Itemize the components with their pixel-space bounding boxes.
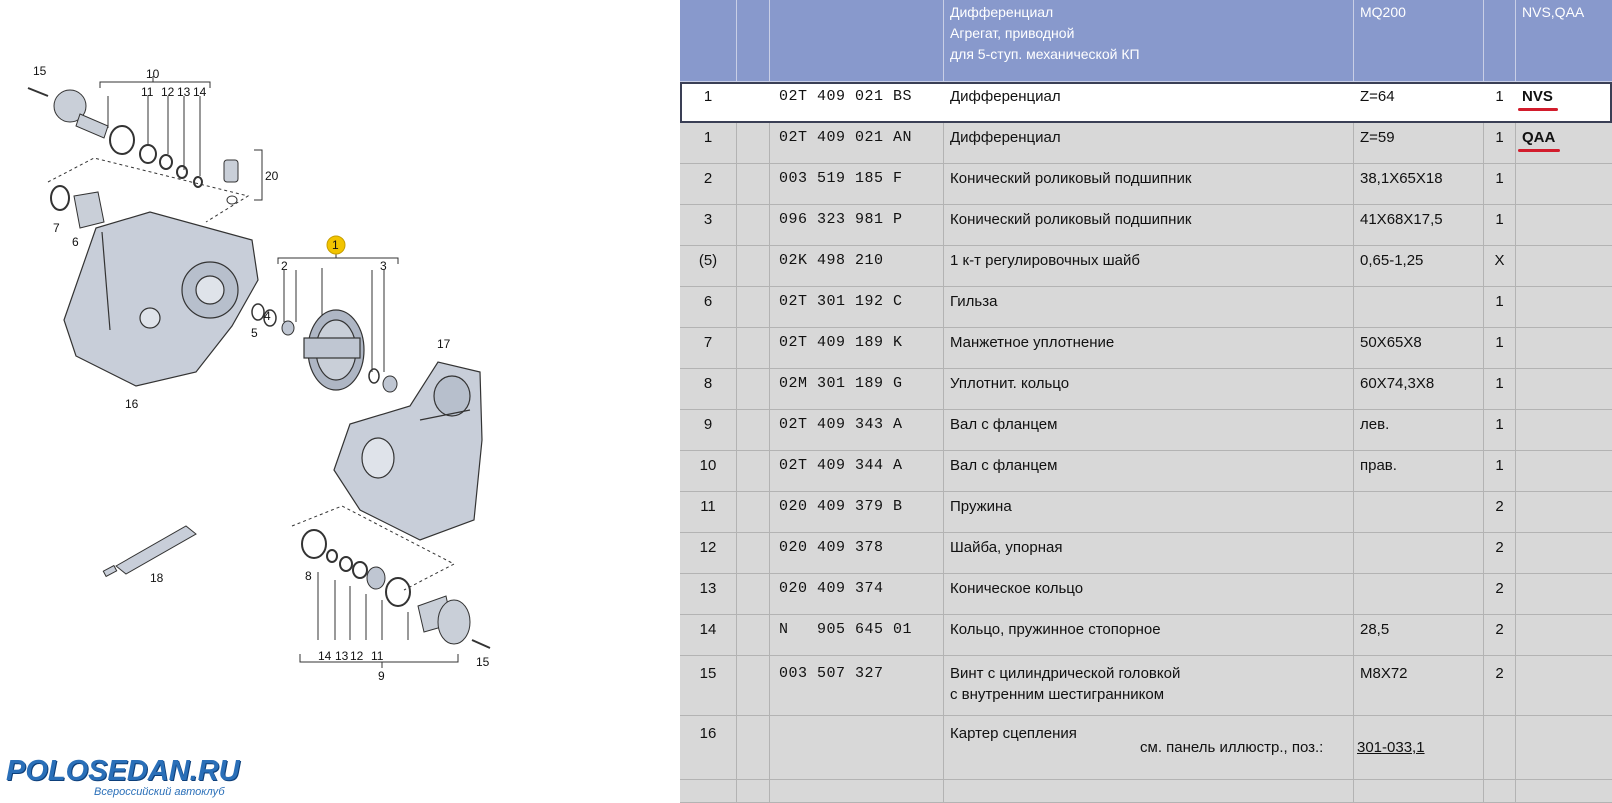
- callout-label: 8: [305, 569, 312, 583]
- code-cell: [1516, 656, 1612, 716]
- blank-cell: [737, 656, 770, 716]
- pos-cell: 8: [680, 369, 737, 410]
- code-cell: [1516, 369, 1612, 410]
- qty-cell: 1: [1484, 123, 1516, 164]
- code-cell: [1516, 574, 1612, 615]
- callout-label: 14: [193, 85, 207, 99]
- table-row[interactable]: [680, 656, 1612, 716]
- name-cell: Вал с фланцем: [944, 410, 1354, 451]
- pos-cell: 13: [680, 574, 737, 615]
- qty-cell: 1: [1484, 205, 1516, 246]
- note-cell: 41X68X17,5: [1354, 205, 1484, 246]
- name-cell: [944, 780, 1354, 803]
- blank-cell: [737, 574, 770, 615]
- table-row[interactable]: [680, 287, 1612, 328]
- pos-cell: 14: [680, 615, 737, 656]
- part-number-cell: 02T 409 189 K: [770, 328, 944, 369]
- sensor-20: [224, 160, 238, 204]
- bracket-20: [254, 150, 262, 200]
- code-underlined: QAA: [1522, 129, 1556, 146]
- part-number-cell: 02T 409 021 BS: [770, 82, 944, 123]
- part-number-cell: 02T 409 343 A: [770, 410, 944, 451]
- table-row[interactable]: [680, 123, 1612, 164]
- pos-cell: (5): [680, 246, 737, 287]
- pos-cell: 15: [680, 656, 737, 716]
- note-cell: Z=64: [1354, 82, 1484, 123]
- blank-cell: [737, 410, 770, 451]
- table-row[interactable]: [680, 164, 1612, 205]
- pos-cell: 7: [680, 328, 737, 369]
- pos-cell: 16: [680, 716, 737, 780]
- header-model: MQ200: [1354, 0, 1484, 82]
- part-number-cell: [770, 780, 944, 803]
- note-cell: [1354, 533, 1484, 574]
- qty-cell: 2: [1484, 656, 1516, 716]
- table-row[interactable]: [680, 451, 1612, 492]
- qty-cell: 2: [1484, 492, 1516, 533]
- blank-cell: [737, 205, 770, 246]
- callout-label: 2: [281, 259, 288, 273]
- callout-label: 9: [378, 669, 385, 683]
- pos-cell: [680, 780, 737, 803]
- callout-label: 11: [141, 85, 154, 99]
- table-row[interactable]: [680, 615, 1612, 656]
- qty-cell: 1: [1484, 451, 1516, 492]
- pos-cell: 2: [680, 164, 737, 205]
- part-number-cell: 020 409 379 B: [770, 492, 944, 533]
- code-cell: [1516, 533, 1612, 574]
- note-cell: лев.: [1354, 410, 1484, 451]
- callout-label: 6: [72, 235, 79, 249]
- diagram-drawing: [0, 0, 680, 803]
- qty-cell: [1484, 780, 1516, 803]
- flange-shaft-10: [54, 90, 108, 138]
- qty-cell: 2: [1484, 533, 1516, 574]
- qty-cell: 1: [1484, 410, 1516, 451]
- qty-cell: 1: [1484, 82, 1516, 123]
- name-cell: Коническое кольцо: [944, 574, 1354, 615]
- blank-cell: [737, 246, 770, 287]
- differential-gear-1: [304, 310, 364, 390]
- name-cell: Вал с фланцем: [944, 451, 1354, 492]
- table-row[interactable]: [680, 574, 1612, 615]
- code-cell: [1516, 716, 1612, 780]
- pos-cell: 9: [680, 410, 737, 451]
- note-cell: 0,65-1,25: [1354, 246, 1484, 287]
- part-number-cell: 02M 301 189 G: [770, 369, 944, 410]
- pos-cell: 1: [680, 123, 737, 164]
- name-line: с внутренним шестигранником: [950, 686, 1165, 703]
- callout-label: 4: [264, 309, 271, 323]
- part-number-cell: 096 323 981 P: [770, 205, 944, 246]
- qty-cell: X: [1484, 246, 1516, 287]
- name-cell: Пружина: [944, 492, 1354, 533]
- sealant-tube-18: [103, 526, 196, 576]
- table-row[interactable]: [680, 205, 1612, 246]
- code-underlined: NVS: [1522, 88, 1553, 105]
- flange-shaft-9: [418, 596, 470, 644]
- note-cell: 38,1X65X18: [1354, 164, 1484, 205]
- name-cell: 1 к-т регулировочных шайб: [944, 246, 1354, 287]
- gearbox-housing-17: [334, 362, 482, 540]
- part-number-cell: 020 409 378: [770, 533, 944, 574]
- table-row[interactable]: [680, 82, 1612, 123]
- name-cell: Кольцо, пружинное стопорное: [944, 615, 1354, 656]
- part-number-cell: 003 507 327: [770, 656, 944, 716]
- note-cell: 50X65X8: [1354, 328, 1484, 369]
- blank-cell: [737, 328, 770, 369]
- pos-cell: 10: [680, 451, 737, 492]
- name-cell: Картер сцепления: [944, 716, 1354, 780]
- callout-label: 1: [332, 238, 339, 252]
- callout-label: 5: [251, 326, 258, 340]
- header-title-cell: [944, 0, 1354, 82]
- name-cell: Конический роликовый подшипник: [944, 164, 1354, 205]
- name-cell: Конический роликовый подшипник: [944, 205, 1354, 246]
- qty-cell: 1: [1484, 328, 1516, 369]
- header-partno-cell: [770, 0, 944, 82]
- table-row[interactable]: [680, 492, 1612, 533]
- callout-label: 12: [350, 649, 364, 663]
- code-cell: [1516, 123, 1612, 164]
- qty-cell: 1: [1484, 369, 1516, 410]
- name-cell: Гильза: [944, 287, 1354, 328]
- callout-label: 12: [161, 85, 175, 99]
- name-cell: Манжетное уплотнение: [944, 328, 1354, 369]
- note-cell: [1354, 492, 1484, 533]
- site-logo: [6, 755, 266, 799]
- note-cell: [1354, 780, 1484, 803]
- blank-cell: [737, 369, 770, 410]
- name-cell: Дифференциал: [944, 82, 1354, 123]
- reference-label: см. панель иллюстр., поз.:: [1140, 739, 1324, 756]
- callout-label: 11: [371, 649, 384, 663]
- qty-cell: 2: [1484, 574, 1516, 615]
- part-number-cell: 02K 498 210: [770, 246, 944, 287]
- blank-cell: [737, 533, 770, 574]
- callout-label: 10: [146, 67, 160, 81]
- blank-cell: [737, 451, 770, 492]
- code-cell: [1516, 780, 1612, 803]
- blank-cell: [737, 82, 770, 123]
- pos-cell: 12: [680, 533, 737, 574]
- callout-label: 20: [265, 169, 279, 183]
- header-title-line: для 5-ступ. механической КП: [950, 46, 1140, 62]
- code-cell: [1516, 287, 1612, 328]
- blank-cell: [737, 780, 770, 803]
- header-blank-cell: [737, 0, 770, 82]
- pos-cell: 3: [680, 205, 737, 246]
- code-cell: [1516, 410, 1612, 451]
- note-cell: 60X74,3X8: [1354, 369, 1484, 410]
- part-number-cell: 02T 409 344 A: [770, 451, 944, 492]
- part-number-cell: [770, 716, 944, 780]
- header-pos-cell: [680, 0, 737, 82]
- callout-label: 13: [177, 85, 191, 99]
- blank-cell: [737, 716, 770, 780]
- callout-label: 16: [125, 397, 139, 411]
- code-cell: [1516, 205, 1612, 246]
- header-qty-cell: [1484, 0, 1516, 82]
- code-cell: [1516, 492, 1612, 533]
- part-number-cell: 003 519 185 F: [770, 164, 944, 205]
- callout-label: 7: [53, 221, 60, 235]
- part-number-cell: 02T 301 192 C: [770, 287, 944, 328]
- header-title-line: Дифференциал: [950, 4, 1054, 20]
- part-number-cell: N 905 645 01: [770, 615, 944, 656]
- name-cell: Шайба, упорная: [944, 533, 1354, 574]
- pos-cell: 1: [680, 82, 737, 123]
- blank-cell: [737, 123, 770, 164]
- code-cell: [1516, 451, 1612, 492]
- reference-link[interactable]: 301-033,1: [1357, 739, 1425, 756]
- table-row: [680, 780, 1612, 803]
- blank-cell: [737, 492, 770, 533]
- clutch-housing-16: [64, 212, 258, 386]
- callout-label: 14: [318, 649, 332, 663]
- code-cell: [1516, 328, 1612, 369]
- callout-label: 3: [380, 259, 387, 273]
- table-row[interactable]: [680, 410, 1612, 451]
- exploded-parts-diagram: [0, 0, 680, 803]
- note-cell: 28,5: [1354, 615, 1484, 656]
- header-codes: NVS,QAA: [1516, 0, 1612, 82]
- table-row[interactable]: [680, 328, 1612, 369]
- table-row[interactable]: [680, 246, 1612, 287]
- note-cell: прав.: [1354, 451, 1484, 492]
- parts-table: [680, 0, 1612, 803]
- note-cell: M8X72: [1354, 656, 1484, 716]
- callout-label: 15: [33, 64, 47, 78]
- note-cell: [1354, 574, 1484, 615]
- logo-tagline: Всероссийский автоклуб: [94, 786, 225, 798]
- code-cell: [1516, 246, 1612, 287]
- blank-cell: [737, 164, 770, 205]
- logo-text: POLOSEDAN.RU: [6, 755, 240, 787]
- code-cell: [1516, 615, 1612, 656]
- table-row[interactable]: [680, 533, 1612, 574]
- bracket-9: [300, 654, 458, 662]
- callout-label: 18: [150, 571, 164, 585]
- callout-label: 15: [476, 655, 490, 669]
- callout-label: 17: [437, 337, 451, 351]
- qty-cell: [1484, 716, 1516, 780]
- callout-label: 13: [335, 649, 349, 663]
- note-cell: [1354, 287, 1484, 328]
- qty-cell: 1: [1484, 164, 1516, 205]
- pos-cell: 11: [680, 492, 737, 533]
- note-cell: Z=59: [1354, 123, 1484, 164]
- callout-1-marker: [327, 236, 345, 254]
- qty-cell: 1: [1484, 287, 1516, 328]
- code-cell: [1516, 82, 1612, 123]
- bracket-1: [278, 258, 398, 264]
- bracket-10: [100, 82, 210, 88]
- code-cell: [1516, 164, 1612, 205]
- table-header: [680, 0, 1612, 82]
- name-line: Винт с цилиндрической головкой: [950, 665, 1181, 682]
- name-cell: [944, 656, 1354, 716]
- pos-cell: 6: [680, 287, 737, 328]
- part-number-cell: 020 409 374: [770, 574, 944, 615]
- table-row[interactable]: [680, 369, 1612, 410]
- blank-cell: [737, 287, 770, 328]
- blank-cell: [737, 615, 770, 656]
- qty-cell: 2: [1484, 615, 1516, 656]
- name-cell: Уплотнит. кольцо: [944, 369, 1354, 410]
- name-cell: Дифференциал: [944, 123, 1354, 164]
- part-number-cell: 02T 409 021 AN: [770, 123, 944, 164]
- header-title-line: Агрегат, приводной: [950, 25, 1075, 41]
